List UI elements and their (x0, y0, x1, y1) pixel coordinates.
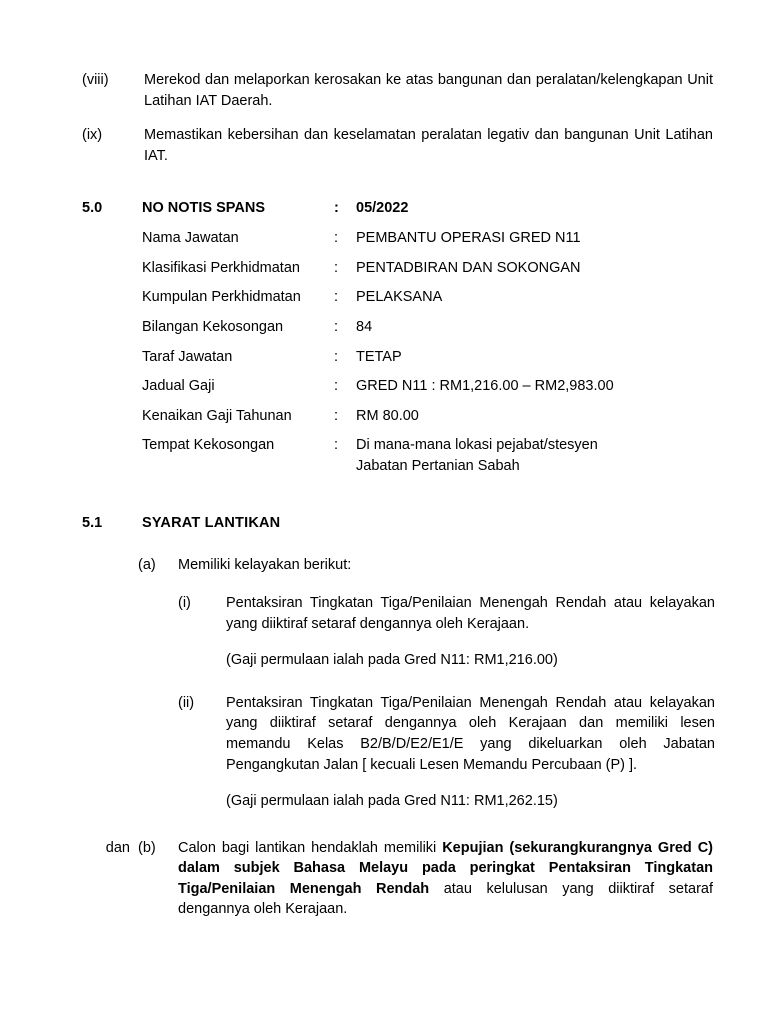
detail-value-line1: Di mana-mana lokasi pejabat/stesyen (356, 437, 598, 454)
detail-value: PELAKSANA (356, 289, 443, 306)
list-marker: (b) (138, 839, 156, 856)
list-text: Memiliki kelayakan berikut: (178, 556, 352, 573)
detail-value: 84 (356, 319, 373, 336)
table-row (142, 376, 715, 397)
detail-value: TETAP (356, 348, 402, 365)
table-row (142, 258, 715, 279)
detail-label: Tempat Kekosongan (142, 437, 275, 454)
detail-value-multiline (356, 435, 715, 476)
detail-label: Klasifikasi Perkhidmatan (142, 259, 300, 276)
subsection-heading (82, 515, 715, 531)
detail-label: Kenaikan Gaji Tahunan (142, 407, 292, 424)
qualification-list (178, 593, 715, 812)
list-marker: (ix) (82, 127, 103, 144)
table-row (142, 287, 715, 308)
section-heading (82, 200, 715, 216)
detail-colon: : (334, 259, 339, 276)
detail-colon: : (334, 230, 339, 247)
job-details-table (142, 228, 715, 476)
detail-colon: : (334, 348, 339, 365)
list-text: Pentaksiran Tingkatan Tiga/Penilaian Menengah Rendah atau kelayakan yang diiktiraf setaraf dengannya oleh Kerajaan dan memiliki lesen memandu Kelas B2/B/D/E2/E1/E yang dikeluarkan oleh Jabatan Pengangkutan Jalan [ kecuali Lesen Memandu Percubaan (P) ]. (226, 694, 715, 773)
detail-label: Bilangan Kekosongan (142, 319, 284, 336)
detail-colon: : (334, 407, 339, 424)
list-item (82, 125, 715, 166)
table-row (142, 228, 715, 249)
list-marker: (viii) (82, 72, 109, 88)
detail-colon: : (334, 289, 339, 306)
conjunction-label: dan (105, 839, 130, 856)
list-text: Memastikan kebersihan dan keselamatan peralatan legativ dan bangunan Unit Latihan IAT. (144, 127, 713, 164)
detail-label: Nama Jawatan (142, 230, 239, 247)
list-marker: (i) (178, 595, 191, 612)
detail-label: Kumpulan Perkhidmatan (142, 289, 301, 306)
salary-note: (Gaji permulaan ialah pada Gred N11: RM1,216.00) (226, 652, 558, 669)
list-item (82, 70, 715, 111)
list-item (94, 838, 715, 920)
section-number: 5.0 (82, 200, 103, 217)
detail-label: Jadual Gaji (142, 378, 215, 395)
list-text (178, 838, 715, 920)
table-row (142, 435, 715, 476)
section-colon: : (334, 200, 339, 217)
detail-value: RM 80.00 (356, 407, 419, 424)
item-b-bold: Kepujian (sekurangkurangnya Gred C) dalam subjek Bahasa Melayu pada peringkat Pentaksiran Tingkatan Tiga/Penilaian Menengah Rendah (178, 839, 713, 897)
detail-value-line2: Jabatan Pertanian Sabah (356, 457, 520, 474)
list-marker: (a) (138, 556, 156, 573)
list-text: Merekod dan melaporkan kerosakan ke atas bangunan dan peralatan/kelengkapan Unit Latihan IAT Daerah. (144, 72, 713, 109)
table-row (142, 347, 715, 368)
list-text: Pentaksiran Tingkatan Tiga/Penilaian Menengah Rendah atau kelayakan yang diiktiraf setaraf dengannya oleh Kerajaan. (226, 595, 715, 632)
section-title: NO NOTIS SPANS (142, 200, 265, 217)
list-item (178, 693, 715, 775)
detail-value: PEMBANTU OPERASI GRED N11 (356, 230, 581, 247)
item-b-part2: atau kelulusan yang diiktiraf setaraf dengannya oleh Kerajaan. (178, 880, 713, 918)
detail-colon: : (334, 378, 339, 395)
salary-note: (Gaji permulaan ialah pada Gred N11: RM1,262.15) (226, 793, 558, 810)
item-b-part1: Calon bagi lantikan hendaklah memiliki (178, 839, 443, 856)
detail-label: Taraf Jawatan (142, 348, 233, 365)
subsection-title: SYARAT LANTIKAN (142, 514, 281, 531)
table-row (142, 406, 715, 427)
subsection-number: 5.1 (82, 514, 103, 531)
list-item (178, 593, 715, 634)
detail-value: PENTADBIRAN DAN SOKONGAN (356, 259, 581, 276)
section-value: 05/2022 (356, 200, 409, 217)
detail-colon: : (334, 319, 339, 336)
list-item (138, 555, 715, 576)
detail-colon: : (334, 437, 339, 454)
list-marker: (ii) (178, 694, 195, 711)
table-row (142, 317, 715, 338)
detail-value: GRED N11 : RM1,216.00 – RM2,983.00 (356, 378, 614, 395)
